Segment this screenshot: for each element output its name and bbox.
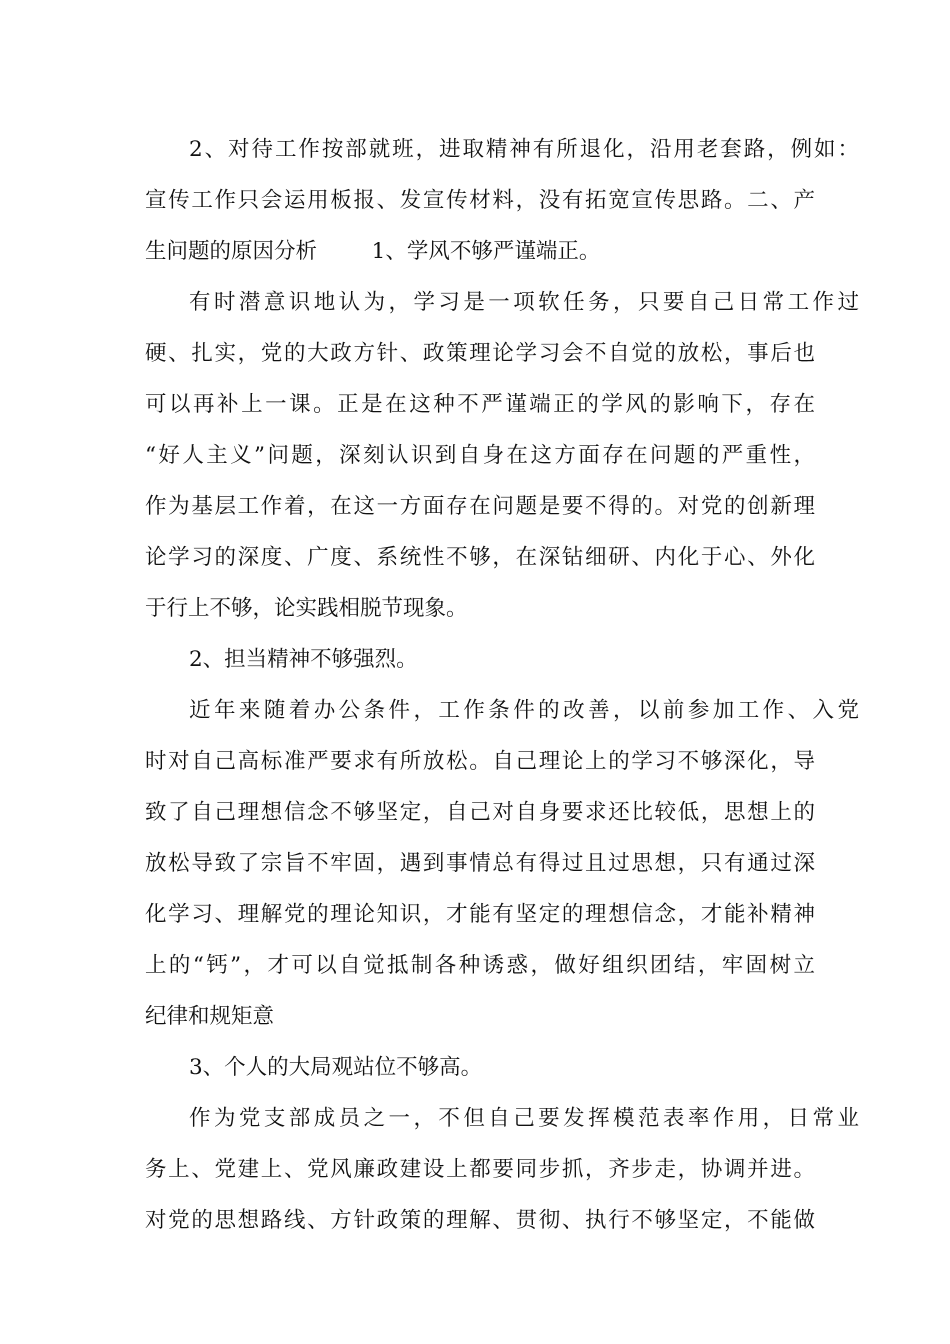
text-line: 致了自己理想信念不够坚定，自己对自身要求还比较低，思想上的	[145, 800, 815, 825]
text-line: 于行上不够，论实践相脱节现象。	[145, 596, 468, 621]
text-line: 宣传工作只会运用板报、发宣传材料，没有拓宽宣传思路。二、产	[145, 188, 815, 213]
text-line: 作为党支部成员之一，不但自己要发挥模范表率作用，日常业	[189, 1106, 859, 1131]
text-line: 可以再补上一课。正是在这种不严谨端正的学风的影响下，存在	[145, 392, 815, 417]
text-line: 生问题的原因分析 1、学风不够严谨端正。	[145, 239, 601, 264]
text-line: 2、对待工作按部就班，进取精神有所退化，沿用老套路，例如：	[189, 137, 859, 162]
text-line: 2、担当精神不够强烈。	[189, 647, 418, 672]
text-line: 纪律和规矩意	[145, 1004, 275, 1029]
text-line: 放松导致了宗旨不牢固，遇到事情总有得过且过思想，只有通过深	[145, 851, 815, 876]
text-line: 务上、党建上、党风廉政建设上都要同步抓，齐步走，协调并进。	[145, 1157, 815, 1182]
text-line: “好人主义”问题，深刻认识到自身在这方面存在问题的严重性，	[145, 443, 815, 468]
text-line: 3、个人的大局观站位不够高。	[189, 1055, 483, 1080]
text-line: 近年来随着办公条件，工作条件的改善，以前参加工作、入党	[189, 698, 859, 723]
text-line: 化学习、理解党的理论知识，才能有坚定的理想信念，才能补精神	[145, 902, 815, 927]
text-line: 对党的思想路线、方针政策的理解、贯彻、执行不够坚定，不能做	[145, 1208, 815, 1233]
text-line: 有时潜意识地认为，学习是一项软任务，只要自己日常工作过	[189, 290, 859, 315]
text-line: 上的“钙”，才可以自觉抵制各种诱惑，做好组织团结，牢固树立	[145, 953, 815, 978]
text-line: 论学习的深度、广度、系统性不够，在深钻细研、内化于心、外化	[145, 545, 815, 570]
text-line: 作为基层工作着，在这一方面存在问题是要不得的。对党的创新理	[145, 494, 815, 519]
text-line: 时对自己高标准严要求有所放松。自己理论上的学习不够深化，导	[145, 749, 815, 774]
text-line: 硬、扎实，党的大政方针、政策理论学习会不自觉的放松，事后也	[145, 341, 815, 366]
